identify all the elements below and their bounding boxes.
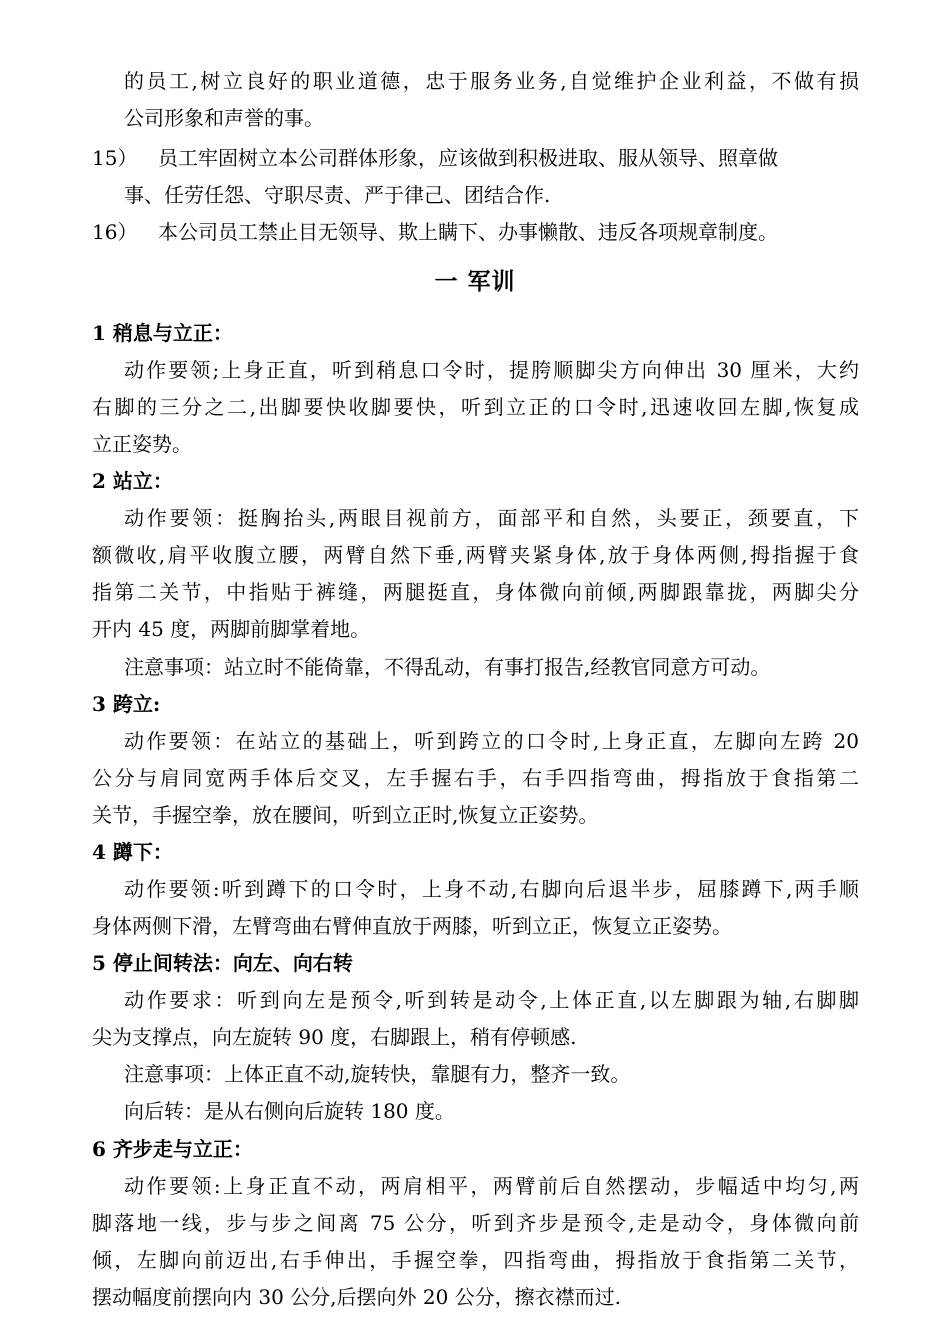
s6-line-2: 脚落地一线，步与步之间离 75 公分，听到齐步是预令,走是动令，身体微向前 [92,1211,859,1235]
rule-15-line-1 [92,140,859,177]
s5-line-1: 动作要求：听到向左是预令,听到转是动令,上体正直,以左脚跟为轴,右脚脚 [124,988,859,1012]
heading-2: 2 站立： [92,469,173,493]
heading-3: 3 跨立: [92,692,161,716]
intro-line-2: 公司形象和声誉的事。 [124,106,324,130]
rule-16-line-1 [92,214,859,251]
s2-line-3: 指第二关节，中指贴于裤缝，两腿挺直，身体微向前倾,两脚跟靠拢，两脚尖分 [92,580,859,604]
rule-15-line-2: 事、任劳任怨、守职尽责、严于律己、团结合作. [124,183,551,207]
s6-line-1: 动作要领:上身正直不动，两肩相平，两臂前后自然摆动，步幅适中均匀,两 [124,1174,859,1198]
s2-line-1: 动作要领：挺胸抬头,两眼目视前方，面部平和自然，头要正，颈要直，下 [124,506,859,530]
s4-line-1: 动作要领:听到蹲下的口令时，上身不动,右脚向后退半步，屈膝蹲下,两手顺 [124,877,859,901]
s1-line-1: 动作要领;上身正直，听到稍息口令时，提胯顺脚尖方向伸出 30 厘米，大约 [124,358,859,382]
s2-line-2: 额微收,肩平收腹立腰，两臂自然下垂,两臂夹紧身体,放于身体两侧,拇指握于食 [92,543,859,567]
s3-line-2: 公分与肩同宽两手体后交叉，左手握右手，右手四指弯曲，拇指放于食指第二 [92,766,859,790]
s5-note: 注意事项：上体正直不动,旋转快，靠腿有力，整齐一致。 [124,1062,631,1086]
s2-note: 注意事项：站立时不能倚靠，不得乱动，有事打报告,经教官同意方可动。 [124,655,771,679]
s4-line-2: 身体两侧下滑，左臂弯曲右臂伸直放于两膝，听到立正，恢复立正姿势。 [92,914,732,938]
s1-line-2: 右脚的三分之二,出脚要快收脚要快，听到立正的口令时,迅速收回左脚,恢复成 [92,395,859,419]
rule-16-text: 本公司员工禁止目无领导、欺上瞒下、办事懒散、违反各项规章制度。 [158,220,778,244]
heading-1: 1 稍息与立正： [92,321,233,345]
s3-line-1: 动作要领：在站立的基础上，听到跨立的口令时,上身正直，左脚向左跨 20 [124,729,859,753]
rule-15-text: 员工牢固树立本公司群体形象，应该做到积极进取、服从领导、照章做 [158,146,778,170]
s1-line-3: 立正姿势。 [92,432,192,456]
intro-line-1: 的员工,树立良好的职业道德，忠于服务业务,自觉维护企业利益，不做有损 [124,69,859,93]
heading-5: 5 停止间转法：向左、向右转 [92,951,353,975]
rule-15-number: 15） [92,146,138,170]
heading-6: 6 齐步走与立正： [92,1137,253,1161]
s2-line-4: 开内 45 度，两脚前脚掌着地。 [92,617,371,641]
s5-back-turn: 向后转：是从右侧向后旋转 180 度。 [124,1099,455,1123]
s6-line-4: 摆动幅度前摆向内 30 公分,后摆向外 20 公分，擦衣襟而过. [92,1285,622,1309]
s5-line-2: 尖为支撑点，向左旋转 90 度，右脚跟上，稍有停顿感. [92,1025,577,1049]
rule-16-number: 16） [92,220,138,244]
s6-line-3: 倾，左脚向前迈出,右手伸出，手握空拳，四指弯曲，拇指放于食指第二关节， [92,1248,859,1272]
section-title: 一 军训 [434,268,516,295]
s3-line-3: 关节，手握空拳，放在腰间，听到立正时,恢复立正姿势。 [92,803,599,827]
heading-4: 4 蹲下： [92,840,173,864]
